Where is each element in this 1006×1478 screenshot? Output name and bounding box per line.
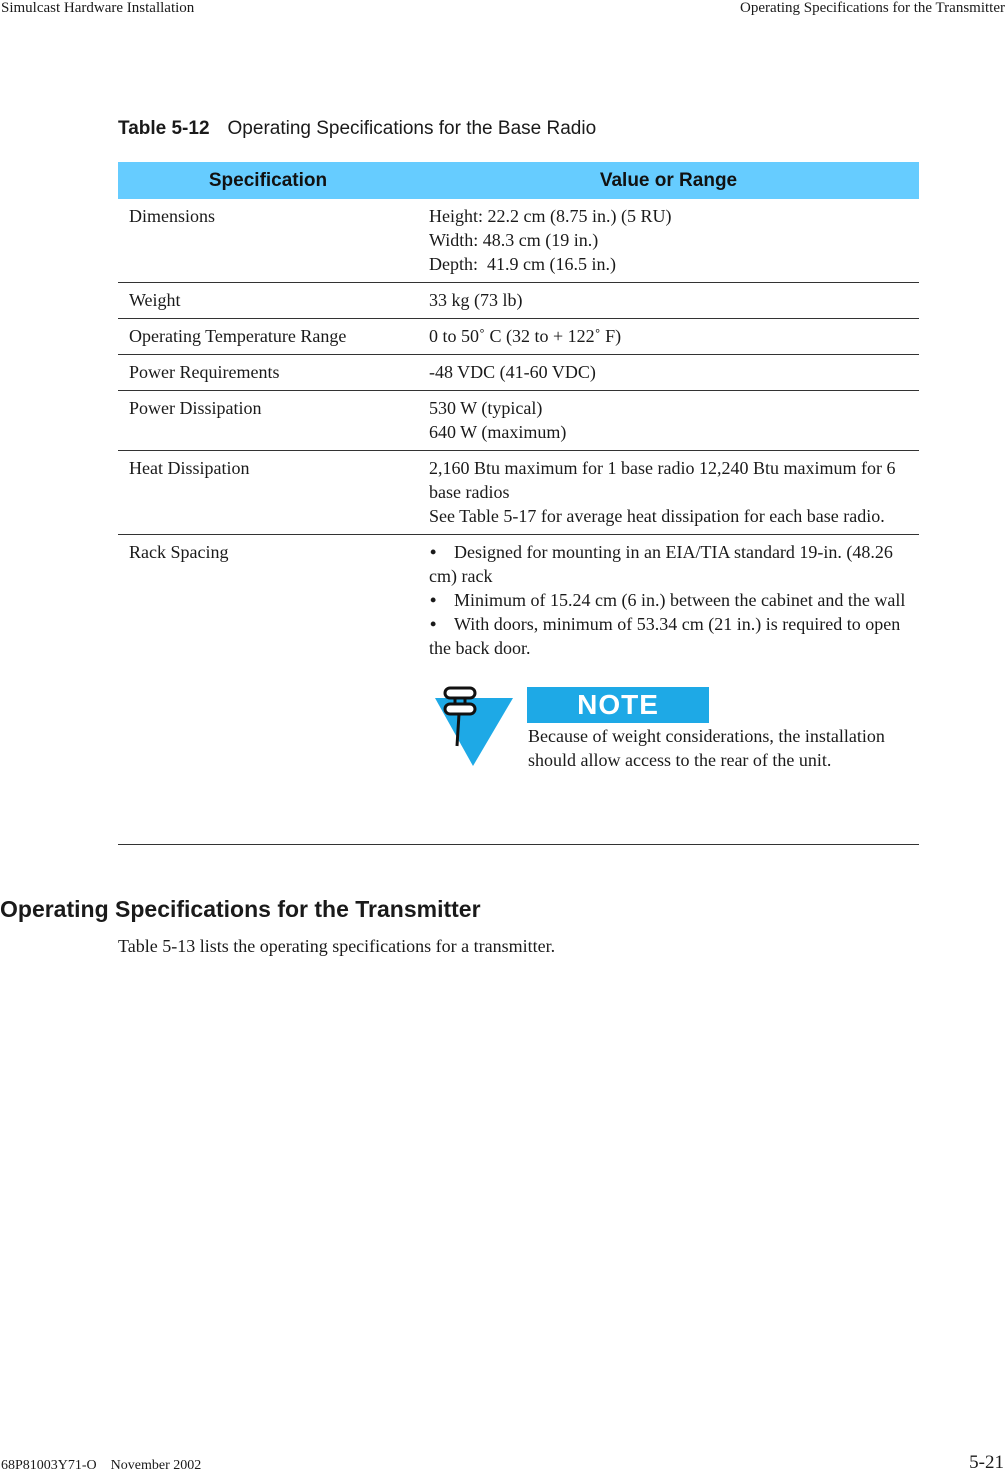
- value-cell: [418, 391, 919, 451]
- value-line: See Table 5-17 for average heat dissipation for each base radio.: [429, 506, 885, 526]
- table-row: [118, 199, 919, 283]
- header-left: Simulcast Hardware Installation: [1, 0, 195, 16]
- bullet-text: Designed for mounting in an EIA/TIA standard 19-in. (48.26 cm) rack: [429, 542, 893, 586]
- table-row: [118, 451, 919, 535]
- table-row: [118, 535, 919, 845]
- value-line: 530 W (typical): [429, 398, 543, 418]
- spec-cell: Rack Spacing: [118, 535, 418, 845]
- doc-id: 68P81003Y71-O: [1, 1458, 97, 1473]
- value-line: Height: 22.2 cm (8.75 in.) (5 RU): [429, 206, 672, 226]
- value-line: 640 W (maximum): [429, 422, 567, 442]
- bullet-icon: •: [430, 590, 437, 610]
- note-label: NOTE: [527, 687, 709, 723]
- value-line: 2,160 Btu maximum for 1 base radio 12,240 Btu maximum for 6 base radios: [429, 458, 896, 502]
- table-row: [118, 355, 919, 391]
- spec-table: [118, 162, 919, 845]
- value-line: Width: 48.3 cm (19 in.): [429, 230, 599, 250]
- footer-date: November 2002: [110, 1458, 202, 1473]
- section-heading: Operating Specifications for the Transmitter: [0, 896, 481, 922]
- spec-cell: Weight: [118, 283, 418, 319]
- bullet-item: [429, 612, 911, 660]
- spec-cell: Dimensions: [118, 199, 418, 283]
- table-row: [118, 391, 919, 451]
- bullet-text: With doors, minimum of 53.34 cm (21 in.) is required to open the back door.: [429, 614, 901, 658]
- value-line: Depth: 41.9 cm (16.5 in.): [429, 254, 616, 274]
- table-header-row: [118, 162, 919, 199]
- table-row: [118, 319, 919, 355]
- pushpin-note-icon: [429, 680, 515, 770]
- table-caption: [118, 118, 596, 140]
- table-title: Operating Specifications for the Base Radio: [227, 118, 597, 139]
- column-header-value: Value or Range: [418, 162, 919, 199]
- bullet-item: [429, 540, 911, 588]
- spec-cell: Power Requirements: [118, 355, 418, 391]
- note-text: Because of weight considerations, the installation should allow access to the rear of the unit.: [528, 726, 885, 770]
- value-line: -48 VDC (41-60 VDC): [429, 362, 596, 382]
- value-cell: [418, 199, 919, 283]
- table-number: Table 5-12: [118, 118, 210, 139]
- running-header: [0, 0, 1006, 22]
- value-cell: [418, 319, 919, 355]
- value-line: 0 to 50˚ C (32 to + 122˚ F): [429, 326, 622, 346]
- table-row: [118, 283, 919, 319]
- body-paragraph: Table 5-13 lists the operating specifications for a transmitter.: [118, 936, 556, 956]
- bullet-item: [429, 588, 911, 612]
- footer-left: [1, 1458, 201, 1474]
- page-number: 5-21: [969, 1452, 1004, 1473]
- spec-cell: Operating Temperature Range: [118, 319, 418, 355]
- value-line: 33 kg (73 lb): [429, 290, 523, 310]
- value-cell: [418, 355, 919, 391]
- bullet-text: Minimum of 15.24 cm (6 in.) between the cabinet and the wall: [454, 590, 906, 610]
- spec-cell: Power Dissipation: [118, 391, 418, 451]
- bullet-icon: •: [430, 614, 437, 634]
- value-cell: [418, 535, 919, 845]
- note-callout: [429, 676, 911, 814]
- value-cell: [418, 451, 919, 535]
- header-right: Operating Specifications for the Transmitter: [740, 0, 1005, 16]
- spec-cell: Heat Dissipation: [118, 451, 418, 535]
- value-cell: [418, 283, 919, 319]
- bullet-icon: •: [430, 542, 437, 562]
- column-header-specification: Specification: [118, 162, 418, 199]
